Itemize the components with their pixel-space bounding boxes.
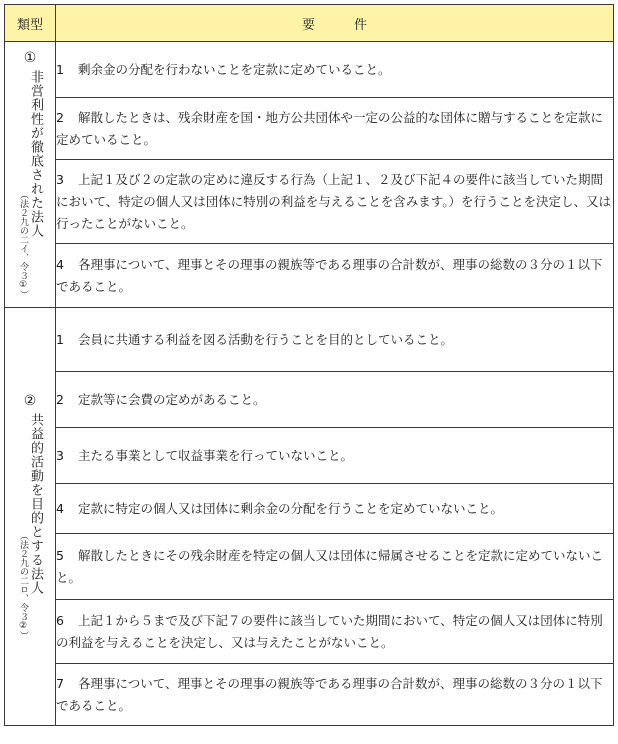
table-row bbox=[5, 664, 614, 726]
item-text: 定款等に会費の定めがあること。 bbox=[78, 391, 266, 407]
item-number: 5 bbox=[56, 547, 64, 563]
item-text: 解散したときにその残余財産を特定の個人又は団体に帰属させることを定款に定めていないこと。 bbox=[56, 547, 604, 585]
requirement-item bbox=[56, 372, 614, 428]
table-row bbox=[5, 428, 614, 484]
table-row bbox=[5, 308, 614, 372]
item-number: 7 bbox=[56, 675, 64, 691]
header-requirement: 要 件 bbox=[56, 5, 614, 42]
item-text: 上記１及び２の定款の定めに違反する行為（上記１、２及び下記４の要件に該当していた期間において、特定の個人又は団体に特別の利益を与えることを含みます。）を行うことを決定し、又は行ったことがないこと。 bbox=[56, 171, 612, 231]
table-row bbox=[5, 160, 614, 244]
type-number: ② bbox=[23, 393, 37, 409]
table-row bbox=[5, 484, 614, 534]
item-number: 2 bbox=[56, 391, 64, 407]
type-citation: （法２九の二イ、令３①） bbox=[18, 190, 28, 299]
table-row bbox=[5, 600, 614, 664]
item-number: 4 bbox=[56, 256, 64, 272]
item-number: 1 bbox=[56, 331, 64, 347]
table-row bbox=[5, 534, 614, 600]
type-cell-2 bbox=[5, 308, 56, 726]
table-row bbox=[5, 244, 614, 308]
item-number: 6 bbox=[56, 612, 64, 628]
table-row bbox=[5, 372, 614, 428]
requirement-item bbox=[56, 600, 614, 664]
item-text: 各理事について、理事とその理事の親族等である理事の合計数が、理事の総数の３分の１以下であること。 bbox=[56, 675, 603, 713]
header-row bbox=[5, 5, 614, 42]
item-text: 主たる事業として収益事業を行っていないこと。 bbox=[78, 447, 354, 463]
requirement-item bbox=[56, 42, 614, 98]
item-number: 3 bbox=[56, 171, 64, 187]
item-text: 剰余金の分配を行わないことを定款に定めていること。 bbox=[78, 61, 391, 77]
type-citation: （法２九の二ロ、令３②） bbox=[18, 531, 28, 640]
table-row bbox=[5, 98, 614, 160]
requirement-item bbox=[56, 428, 614, 484]
requirement-item bbox=[56, 308, 614, 372]
type-cell-1 bbox=[5, 42, 56, 308]
item-text: 解散したときは、残余財産を国・地方公共団体や一定の公益的な団体に贈与することを定款に定めていること。 bbox=[56, 109, 604, 147]
requirement-item bbox=[56, 98, 614, 160]
requirement-item bbox=[56, 244, 614, 308]
type-label: 非営利性が徹底された法人 bbox=[28, 70, 43, 238]
item-number: 2 bbox=[56, 109, 64, 125]
requirement-item bbox=[56, 160, 614, 244]
requirement-item bbox=[56, 534, 614, 600]
item-text: 各理事について、理事とその理事の親族等である理事の合計数が、理事の総数の３分の１以下であること。 bbox=[56, 256, 603, 294]
header-type: 類型 bbox=[5, 5, 56, 42]
item-text: 上記１から５まで及び下記７の要件に該当していた期間において、特定の個人又は団体に特別の利益を与えることを決定し、又は与えたことがないこと。 bbox=[56, 612, 603, 650]
requirement-item bbox=[56, 484, 614, 534]
item-text: 定款に特定の個人又は団体に剰余金の分配を行うことを定めていないこと。 bbox=[78, 500, 504, 516]
type-number: ① bbox=[23, 50, 37, 66]
item-number: 3 bbox=[56, 447, 64, 463]
item-number: 4 bbox=[56, 500, 64, 516]
requirement-item bbox=[56, 664, 614, 726]
table-row bbox=[5, 42, 614, 98]
type-label: 共益的活動を目的とする法人 bbox=[28, 413, 43, 595]
item-number: 1 bbox=[56, 61, 64, 77]
requirements-table bbox=[4, 4, 614, 726]
item-text: 会員に共通する利益を図る活動を行うことを目的としていること。 bbox=[78, 331, 454, 347]
